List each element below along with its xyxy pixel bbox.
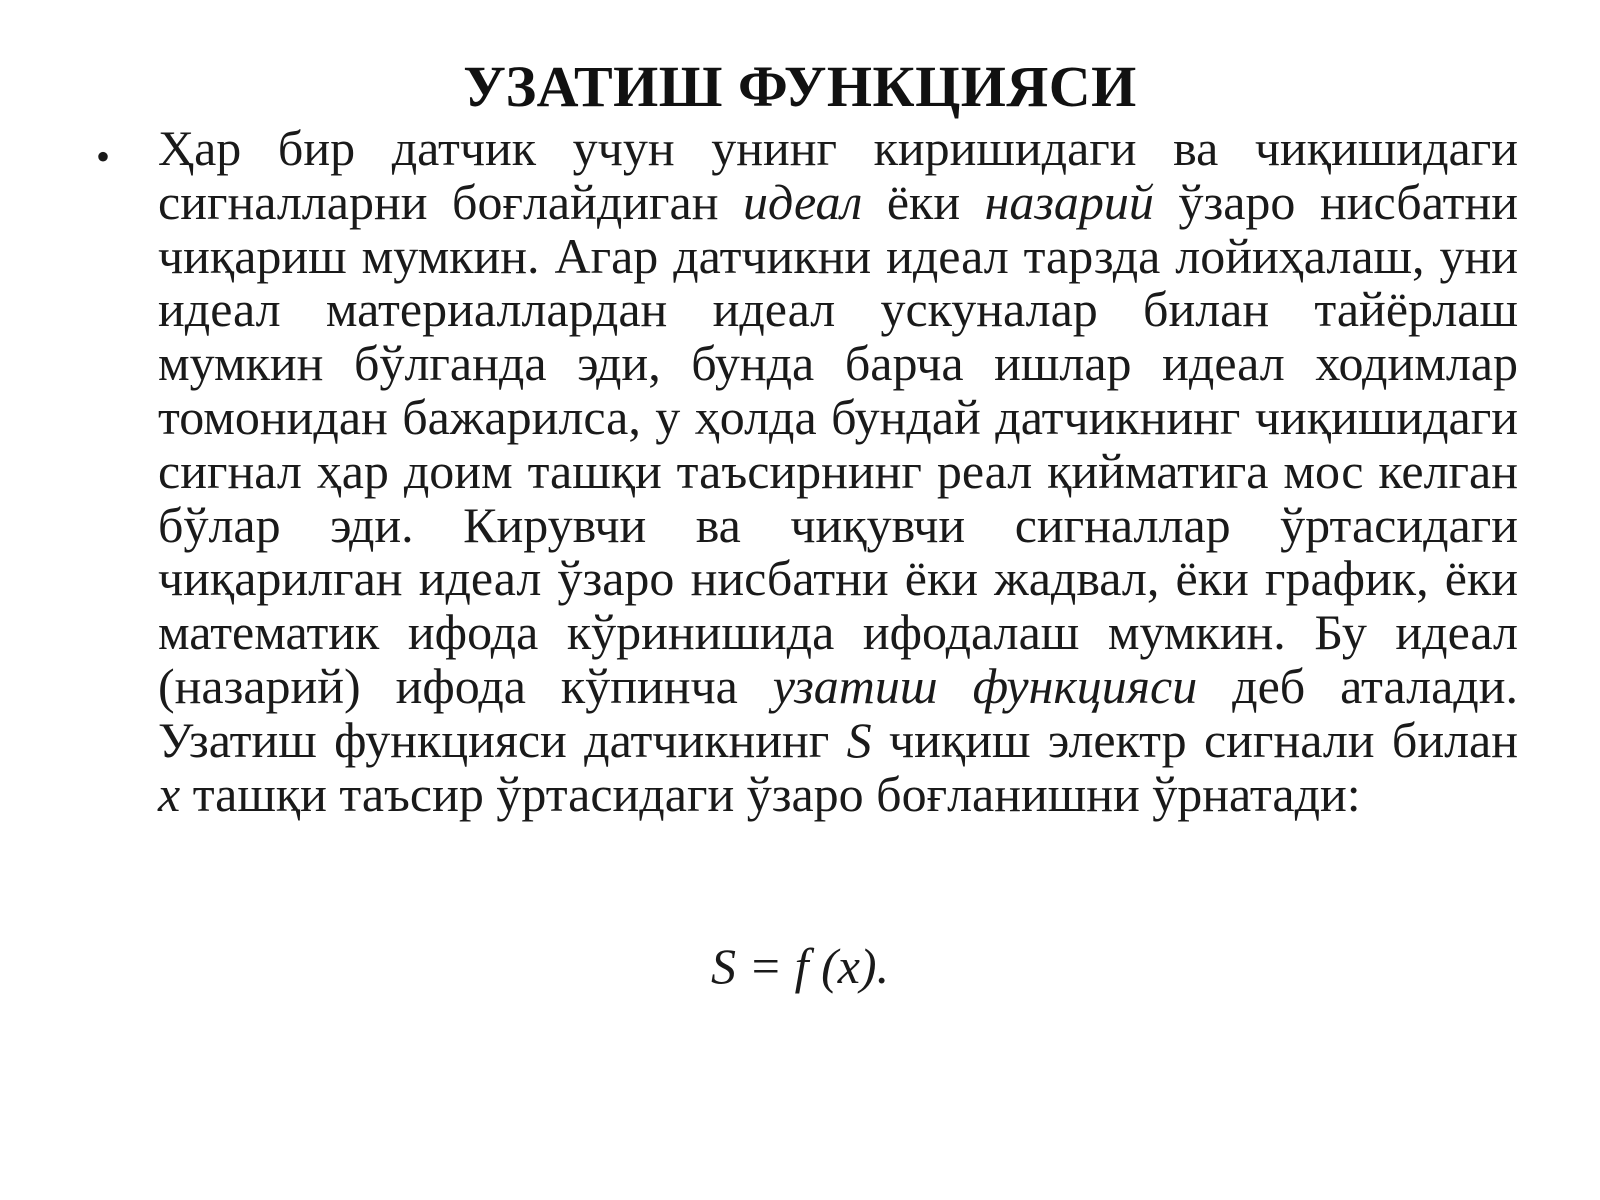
text-run: ўзаро нисбатни чиқариш мумкин. Агар датчикни идеал тарзда лойиҳалаш, уни идеал материаллардан идеал ускуналар билан тайёрлаш мумкин бўлганда эди, бунда барча ишлар идеал ходимлар томонидан бажарилса, у ҳолда бундай датчикнинг чиқишидаги сигнал ҳар доим ташқи таъсирнинг реал қийматига мос келган бўлар эди. Кирувчи ва чиқувчи сигналлар ўртасидаги чиқарилган идеал ўзаро нисбатни ёки жадвал, ёки график, ёки математик ифода кўринишида ифодалаш мумкин. Бу идеал (назарий) ифода кўпинча — [158, 173, 1518, 714]
italic-term-transfer-function: узатиш функцияси — [772, 657, 1198, 714]
bullet-icon: • — [96, 134, 111, 179]
italic-symbol-x: x — [158, 765, 181, 822]
italic-term-ideal: идеал — [743, 173, 863, 230]
italic-symbol-s: S — [846, 711, 872, 768]
text-run: чиқиш электр сигнали билан — [871, 711, 1518, 768]
formula: S = f (x). — [710, 938, 890, 994]
body-paragraph — [158, 122, 1518, 821]
text-run: Ҳар бир датчик учун унинг киришидаги ва чиқишидаги сигналларни боғлайдиган — [158, 120, 1518, 230]
italic-term-nazariy: назарий — [984, 173, 1154, 230]
text-run: деб аталади. Узатиш функцияси датчикнинг — [158, 657, 1518, 768]
text-run: ташқи таъсир ўртасидаги ўзаро боғланишни ўрнатади: — [180, 765, 1361, 822]
text-run: ёки — [862, 173, 985, 230]
slide-title: УЗАТИШ ФУНКЦИЯСИ — [463, 54, 1137, 119]
